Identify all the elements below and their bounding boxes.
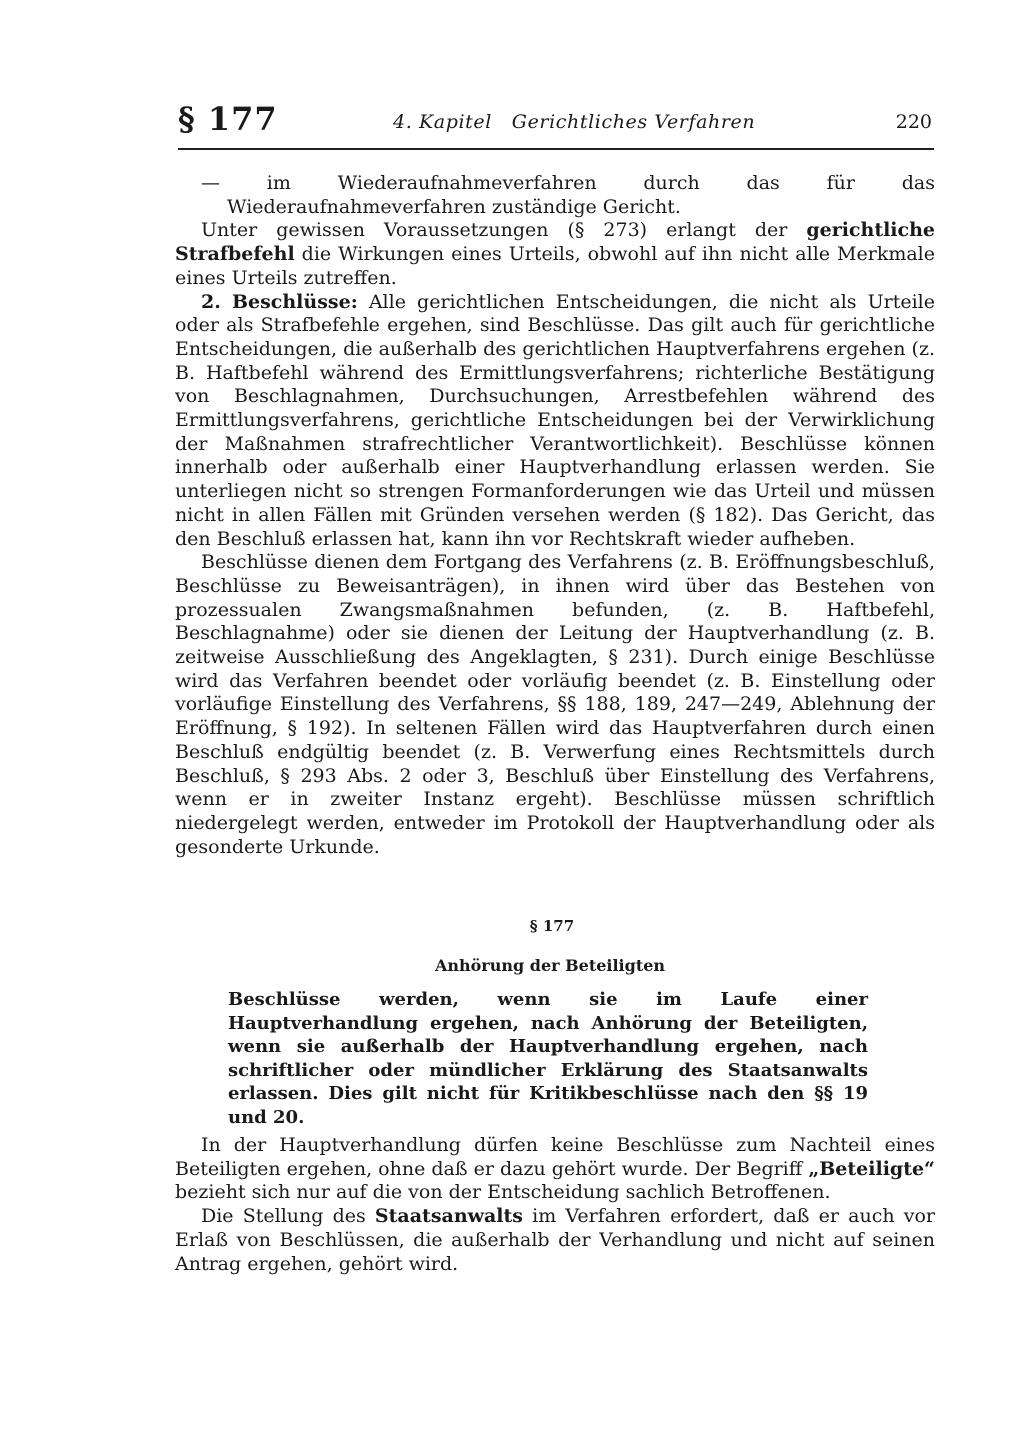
- bold-term: „Beteiligte“: [808, 1157, 935, 1180]
- commentary-text: [175, 1134, 935, 1276]
- header-rule: [178, 148, 934, 150]
- paragraph-text: im Verfahren erfordert, daß er auch vor Erlaß von Beschlüssen, die außerhalb der Verhandlung und nicht auf seinen Antrag ergehen, gehört wird.: [175, 1205, 936, 1275]
- paragraph-beschluesse-dienen: Beschlüsse dienen dem Fortgang des Verfahrens (z. B. Eröffnungsbeschluß, Beschlüsse zu Beweisanträgen), in ihnen wird über das Bestehen von prozessualen Zwangsmaßnahmen befunden, (z. B. Haftbefehl, Beschlagnahme) oder sie dienen der Leitung der Hauptverhandlung (z. B. zeitweise Ausschließung des Angeklagten, § 231). Durch einige Beschlüsse wird das Verfahren beendet oder vorläufig beendet (z. B. Einstellung oder vorläufige Einstellung des Verfahrens, §§ 188, 189, 247—249, Ablehnung der Eröffnung, § 192). In seltenen Fällen wird das Hauptverfahren durch einen Beschluß endgültig beendet (z. B. Verwerfung eines Rechtsmittels durch Beschluß, § 293 Abs. 2 oder 3, Beschluß über Einstellung des Verfahrens, wenn er in zweiter Instanz ergeht). Beschlüsse müssen schriftlich niedergelegt werden, entweder im Protokoll der Hauptverhandlung oder als gesonderte Urkunde.: [175, 551, 935, 858]
- bold-term: Beschlüsse:: [231, 290, 358, 313]
- commentary-paragraph: [175, 1205, 935, 1276]
- paragraph-strafbefehl: [175, 219, 935, 290]
- paragraph-text: Die Stellung des: [201, 1205, 375, 1228]
- paragraph-beschluesse: [175, 291, 935, 552]
- list-number: 2.: [201, 290, 221, 313]
- paragraph-text: In der Hauptverhandlung dürfen keine Beschlüsse zum Nachteil eines Beteiligten ergehen, ohne daß er dazu gehört wurde. Der Begriff: [175, 1134, 935, 1180]
- bold-term: Staatsanwalts: [374, 1205, 523, 1228]
- law-text: Beschlüsse werden, wenn sie im Laufe einer Hauptverhandlung ergehen, nach Anhörung der Beteiligten, wenn sie außerhalb der Hauptverhandlung ergehen, nach schriftlicher oder mündlicher Erklärung des Staatsanwalts erlassen. Dies gilt nicht für Kritikbeschlüsse nach den §§ 19 und 20.: [228, 989, 868, 1128]
- dash-item: — im Wiederaufnahmeverfahren durch das für das Wiederaufnahmeverfahren zuständige Gericht.: [201, 172, 935, 218]
- header-section-number: § 177: [178, 100, 278, 138]
- paragraph-text: Alle gerichtlichen Entscheidungen, die nicht als Urteile oder als Strafbefehle ergehen, sind Beschlüsse. Das gilt auch für gerichtliche Entscheidungen, die außerhalb des gerichtlichen Hauptverfahrens ergehen (z. B. Haftbefehl während des Ermittlungsverfahrens; richterliche Bestätigung von Beschlagnahmen, Durchsuchungen, Arrestbefehlen während des Ermittlungsverfahrens, gerichtliche Entscheidungen bei der Verwirklichung der Maßnahmen strafrechtlicher Verantwortlichkeit). Beschlüsse können innerhalb oder außerhalb einer Hauptverhandlung erlassen werden. Sie unterliegen nicht so strengen Formanforderungen wie das Urteil und müssen nicht in allen Fällen mit Gründen versehen werden (§ 182). Das Gericht, das den Beschluß erlassen hat, kann ihn vor Rechtskraft wieder aufheben.: [175, 290, 935, 550]
- body-text: [175, 172, 935, 859]
- bold-term: gerichtliche Strafbefehl: [175, 219, 935, 266]
- paragraph-text: die Wirkungen eines Urteils, obwohl auf ihn nicht alle Merkmale eines Urteils zutreffen.: [175, 243, 935, 289]
- paragraph-text: bezieht sich nur auf die von der Entscheidung sachlich Betroffenen.: [175, 1181, 831, 1204]
- section-number: § 177: [529, 917, 575, 935]
- page-header: [178, 100, 934, 150]
- page-number: 220: [895, 111, 932, 133]
- section-title: Anhörung der Beteiligten: [434, 956, 666, 975]
- commentary-paragraph: [175, 1134, 935, 1205]
- paragraph-text: Unter gewissen Voraussetzungen (§ 273) erlangt der: [201, 219, 807, 242]
- header-chapter-title: 4. Kapitel Gerichtliches Verfahren: [393, 111, 756, 133]
